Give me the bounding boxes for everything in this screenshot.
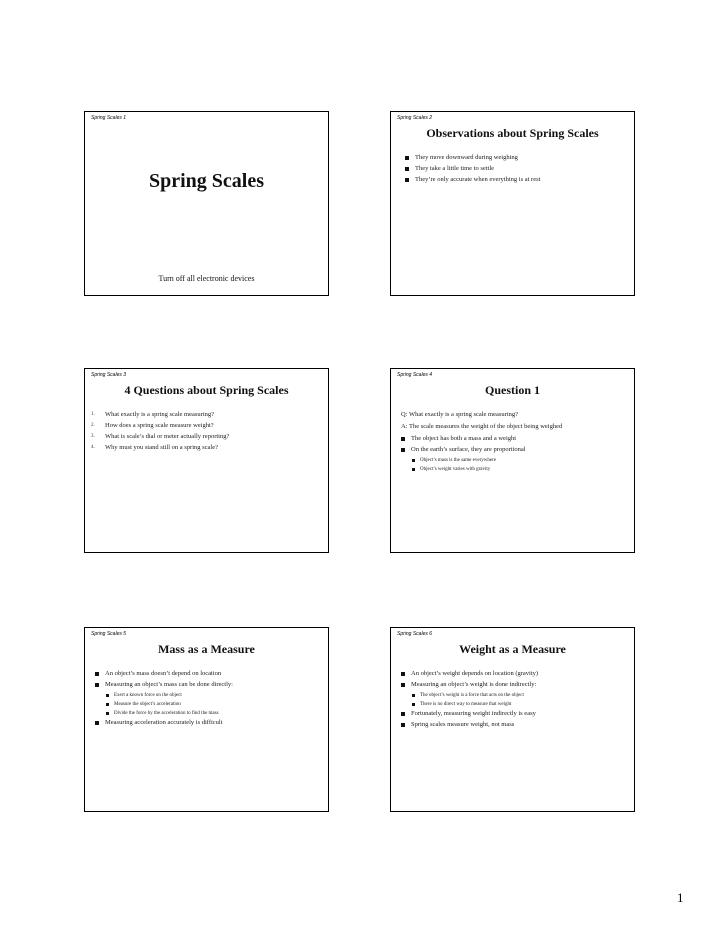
sub-bullet-item: Divide the force by the acceleration to find the mass xyxy=(91,710,320,717)
slide-2 xyxy=(390,111,635,296)
bullet-item: They’re only accurate when everything is at rest xyxy=(401,176,626,184)
bullet-square-icon xyxy=(412,703,415,706)
bullet-item: They take a little time to settle xyxy=(401,165,626,173)
slide-body xyxy=(397,411,626,475)
answer-text: A: The scale measures the weight of the object being weighed xyxy=(401,423,563,430)
slide-subtitle: Turn off all electronic devices xyxy=(158,274,255,283)
slide-label: Spring Scales 1 xyxy=(91,115,127,121)
sub-bullet-item: Object’s weight varies with gravity xyxy=(397,466,626,473)
sub-bullet-item: Object’s mass is the same everywhere xyxy=(397,457,626,464)
bullet-item: An object’s weight depends on location (gravity) xyxy=(397,670,626,678)
slide-label: Spring Scales 2 xyxy=(397,115,433,121)
page-number: 1 xyxy=(677,890,684,905)
bullet-square-icon xyxy=(95,721,99,725)
question-text: Q: What exactly is a spring scale measuring? xyxy=(401,411,519,418)
bullet-square-icon xyxy=(401,672,405,676)
bullet-item: Measuring an object’s mass can be done directly: xyxy=(91,681,320,689)
bullet-item: They move downward during weighing xyxy=(401,154,626,162)
slide-body xyxy=(91,411,320,455)
bullet-item: On the earth’s surface, they are proportional xyxy=(397,446,626,454)
sub-bullet-item: The object’s weight is a force that acts on the object xyxy=(397,692,626,699)
bullet-square-icon xyxy=(405,167,409,171)
slide-title: Weight as a Measure xyxy=(459,642,566,656)
slide-label: Spring Scales 6 xyxy=(397,631,433,637)
bullet-item: The object has both a mass and a weight xyxy=(397,435,626,443)
sub-bullet-item: Exert a known force on the object xyxy=(91,692,320,699)
bullet-square-icon xyxy=(412,459,415,462)
bullet-square-icon xyxy=(412,694,415,697)
slide-6 xyxy=(390,627,635,812)
slide-1 xyxy=(84,111,329,296)
bullet-square-icon xyxy=(401,437,405,441)
bullet-square-icon xyxy=(405,178,409,182)
bullet-square-icon xyxy=(401,723,405,727)
bullet-square-icon xyxy=(401,448,405,452)
slide-body xyxy=(397,670,626,732)
slide-title: Mass as a Measure xyxy=(158,642,255,656)
sub-bullet-item: Measure the object’s acceleration xyxy=(91,701,320,708)
numbered-item: 3. What is scale’s dial or meter actually reporting? xyxy=(91,433,230,440)
bullet-square-icon xyxy=(106,712,109,715)
bullet-square-icon xyxy=(401,683,405,687)
bullet-square-icon xyxy=(401,712,405,716)
bullet-item: Fortunately, measuring weight indirectly is easy xyxy=(397,710,626,718)
bullet-item: Measuring acceleration accurately is difficult xyxy=(91,719,320,727)
slide-body xyxy=(91,670,320,730)
numbered-item: 1. What exactly is a spring scale measuring? xyxy=(91,411,215,418)
bullet-square-icon xyxy=(95,683,99,687)
slide-3 xyxy=(84,368,329,553)
slide-title: Observations about Spring Scales xyxy=(426,126,599,140)
bullet-square-icon xyxy=(95,672,99,676)
bullet-square-icon xyxy=(412,468,415,471)
slide-body xyxy=(401,154,626,187)
numbered-item: 2. How does a spring scale measure weight? xyxy=(91,422,214,429)
slide-5 xyxy=(84,627,329,812)
slide-title: Spring Scales xyxy=(148,170,265,192)
bullet-square-icon xyxy=(405,156,409,160)
numbered-item: 4. Why must you stand still on a spring scale? xyxy=(91,444,219,451)
bullet-item: Spring scales measure weight, not mass xyxy=(397,721,626,729)
bullet-item: Measuring an object’s weight is done indirectly: xyxy=(397,681,626,689)
slide-title: 4 Questions about Spring Scales xyxy=(124,383,289,397)
sub-bullet-item: There is no direct way to measure that weight xyxy=(397,701,626,708)
slide-label: Spring Scales 3 xyxy=(91,372,127,378)
slide-4 xyxy=(390,368,635,553)
slide-label: Spring Scales 5 xyxy=(91,631,127,637)
bullet-square-icon xyxy=(106,694,109,697)
bullet-square-icon xyxy=(106,703,109,706)
bullet-item: An object’s mass doesn’t depend on location xyxy=(91,670,320,678)
slide-title: Question 1 xyxy=(484,383,540,397)
slide-label: Spring Scales 4 xyxy=(397,372,433,378)
